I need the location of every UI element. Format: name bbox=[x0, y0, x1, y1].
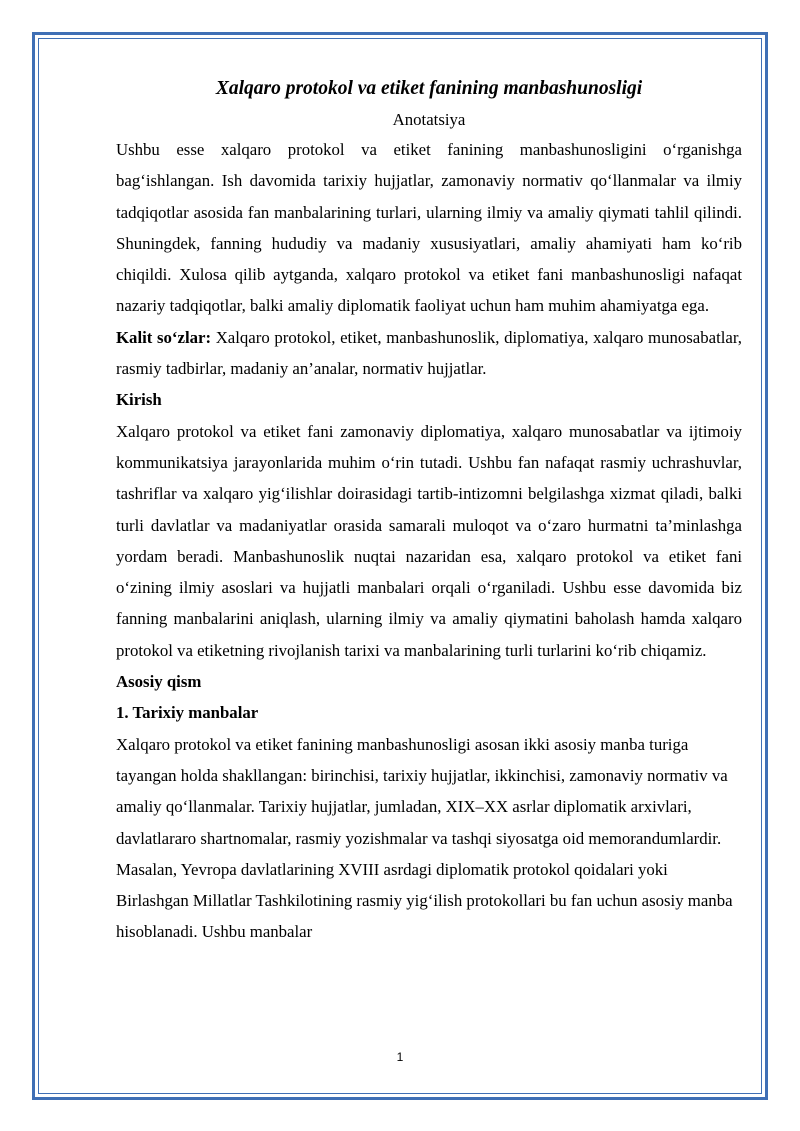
keywords-paragraph bbox=[116, 322, 742, 385]
section-1-paragraph: Xalqaro protokol va etiket fanining manbashunosligi asosan ikki asosiy manba turiga tayangan holda shakllangan: birinchisi, tarixiy hujjatlar, ikkinchisi, zamonaviy normativ va amaliy qo‘llanmalar. Tarixiy hujjatlar, jumladan, XIX–XX asrlar diplomatik arxivlari, davlatlararo shartnomalar, rasmiy yozishmalar va tashqi siyosatga oid memorandumlardir. Masalan, Yevropa davlatlarining XVIII asrdagi diplomatik protokol qoidalari yoki Birlashgan Millatlar Tashkilotining rasmiy yig‘ilish protokollari bu fan uchun asosiy manba hisoblanadi. Ushbu manbalar bbox=[116, 734, 733, 942]
section-1-heading: 1. Tarixiy manbalar bbox=[116, 703, 259, 723]
abstract-paragraph: Ushbu esse xalqaro protokol va etiket fanining manbashunosligini o‘rganishga bag‘ishlangan. Ish davomida tarixiy hujjatlar, zamonaviy normativ qo‘llanmalar va ilmiy tadqiqotlar asosida fan manbalarining turlari, ularning ilmiy va amaliy qiymati tahlil qilindi. Shuningdek, fanning hududiy va madaniy xususiyatlari, amaliy ahamiyati ham ko‘rib chiqildi. Xulosa qilib aytganda, xalqaro protokol va etiket fani manbashunosligi nafaqat nazariy tadqiqotlar, balki amaliy diplomatik faoliyat uchun ham muhim ahamiyatga ega. bbox=[116, 140, 742, 316]
keywords-label: Kalit so‘zlar: bbox=[116, 327, 212, 347]
page-number: 1 bbox=[396, 1050, 404, 1064]
intro-paragraph: Xalqaro protokol va etiket fani zamonaviy diplomatiya, xalqaro munosabatlar va ijtimoiy kommunikatsiya jarayonlarida muhim o‘rin tutadi. Ushbu fan nafaqat rasmiy uchrashuvlar, tashriflar va xalqaro yig‘ilishlar doirasidagi tartib-intizomni belgilashga xizmat qiladi, balki turli davlatlar va madaniyatlar orasida samarali muloqot va o‘zaro hurmatni ta’minlashga yordam beradi. Manbashunoslik nuqtai nazaridan esa, xalqaro protokol va etiket fani o‘zining ilmiy asoslari va hujjatli manbalari orqali o‘rganiladi. Ushbu esse davomida biz fanning manbalarini aniqlash, ularning ilmiy va amaliy qiymatini baholash hamda xalqaro protokol va etiketning rivojlanish tarixi va manbalarining turli turlarini ko‘rib chiqamiz. bbox=[116, 421, 742, 660]
intro-heading: Kirish bbox=[116, 390, 162, 410]
main-heading: Asosiy qism bbox=[116, 672, 202, 692]
document-title: Xalqaro protokol va etiket fanining manbashunosligi bbox=[215, 78, 643, 99]
keywords-text: Xalqaro protokol, etiket, manbashunoslik, diplomatiya, xalqaro munosabatlar, rasmiy tadbirlar, madaniy an’analar, normativ hujjatlar. bbox=[116, 327, 742, 379]
abstract-heading: Anotatsiya bbox=[392, 110, 466, 129]
document-body bbox=[116, 72, 742, 948]
